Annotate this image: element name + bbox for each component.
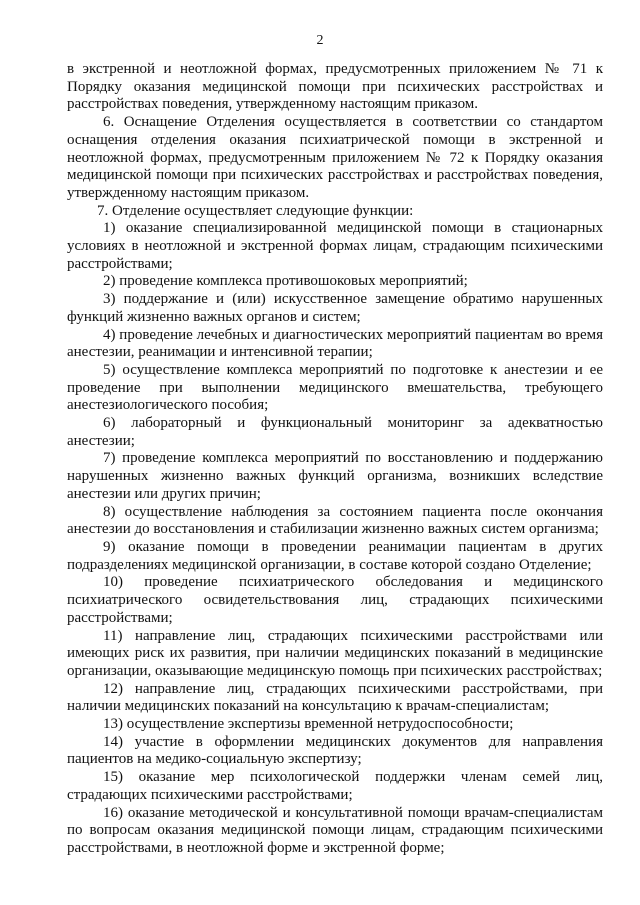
function-item-3: 3) поддержание и (или) искусственное замещение обратимо нарушенных функций жизненно важных органов и систем; xyxy=(67,291,603,325)
function-item-15: 15) оказание мер психологической поддержки членам семей лиц, страдающих психическими расстройствами; xyxy=(67,769,603,803)
function-item-12: 12) направление лиц, страдающих психическими расстройствами, при наличии медицинских показаний на консультацию к врачам-специалистам; xyxy=(67,680,603,715)
function-item-7: 7) проведение комплекса мероприятий по восстановлению и поддержанию нарушенных жизненно важных функций организма, возникших вследствие анестезии или других причин; xyxy=(67,450,603,502)
function-item-10: 10) проведение психиатрического обследования и медицинского психиатрического освидетельствования лиц, страдающих психическими расстройствами; xyxy=(67,574,603,626)
function-item-14: 14) участие в оформлении медицинских документов для направления пациентов на медико-социальную экспертизу; xyxy=(67,733,603,768)
page-number: 2 xyxy=(316,33,324,48)
function-item-2: 2) проведение комплекса противошоковых мероприятий; xyxy=(103,273,468,290)
function-item-1: 1) оказание специализированной медицинской помощи в стационарных условиях в неотложной и экстренной формах лицам, страдающим психическими расстройствами; xyxy=(67,220,603,272)
paragraph-continuation: в экстренной и неотложной формах, предусмотренных приложением № 71 к Порядку оказания медицинской помощи при психических расстройствах и расстройствах поведения, утвержденному настоящим приказом. xyxy=(67,61,603,113)
paragraph-6-equipment: 6. Оснащение Отделения осуществляется в соответствии со стандартом оснащения отделения оказания психиатрической помощи в экстренной и неотложной формах, предусмотренным приложением № 72 к Порядку оказания медицинской помощи при психических расстройствах и расстройствах поведения, утвержденному настоящим приказом. xyxy=(67,114,603,201)
function-item-9: 9) оказание помощи в проведении реанимации пациентам в других подразделениях медицинской организации, в составе которой создано Отделение; xyxy=(67,538,603,573)
function-item-16: 16) оказание методической и консультативной помощи врачам-специалистам по вопросам оказания медицинской помощи лицам, страдающим психическими расстройствами, в неотложной форме и экстренной форме; xyxy=(67,804,603,856)
function-item-5: 5) осуществление комплекса мероприятий по подготовке к анестезии и ее проведение при выполнении медицинского вмешательства, требующего анестезиологического пособия; xyxy=(67,361,603,414)
function-item-8: 8) осуществление наблюдения за состоянием пациента после окончания анестезии до восстановления и стабилизации жизненно важных систем организма; xyxy=(67,503,603,538)
document-body xyxy=(67,61,603,858)
function-item-13: 13) осуществление экспертизы временной нетрудоспособности; xyxy=(103,716,514,733)
function-item-6: 6) лабораторный и функциональный мониторинг за адекватностью анестезии; xyxy=(67,415,603,449)
paragraph-7-functions-heading: 7. Отделение осуществляет следующие функции: xyxy=(97,202,414,219)
function-item-11: 11) направление лиц, страдающих психическими расстройствами или имеющих риск их развития, при наличии медицинских показаний в медицинские организации, оказывающие медицинскую помощь при психических расстройствах; xyxy=(67,627,603,679)
function-item-4: 4) проведение лечебных и диагностических мероприятий пациентам во время анестезии, реанимации и интенсивной терапии; xyxy=(67,326,603,361)
